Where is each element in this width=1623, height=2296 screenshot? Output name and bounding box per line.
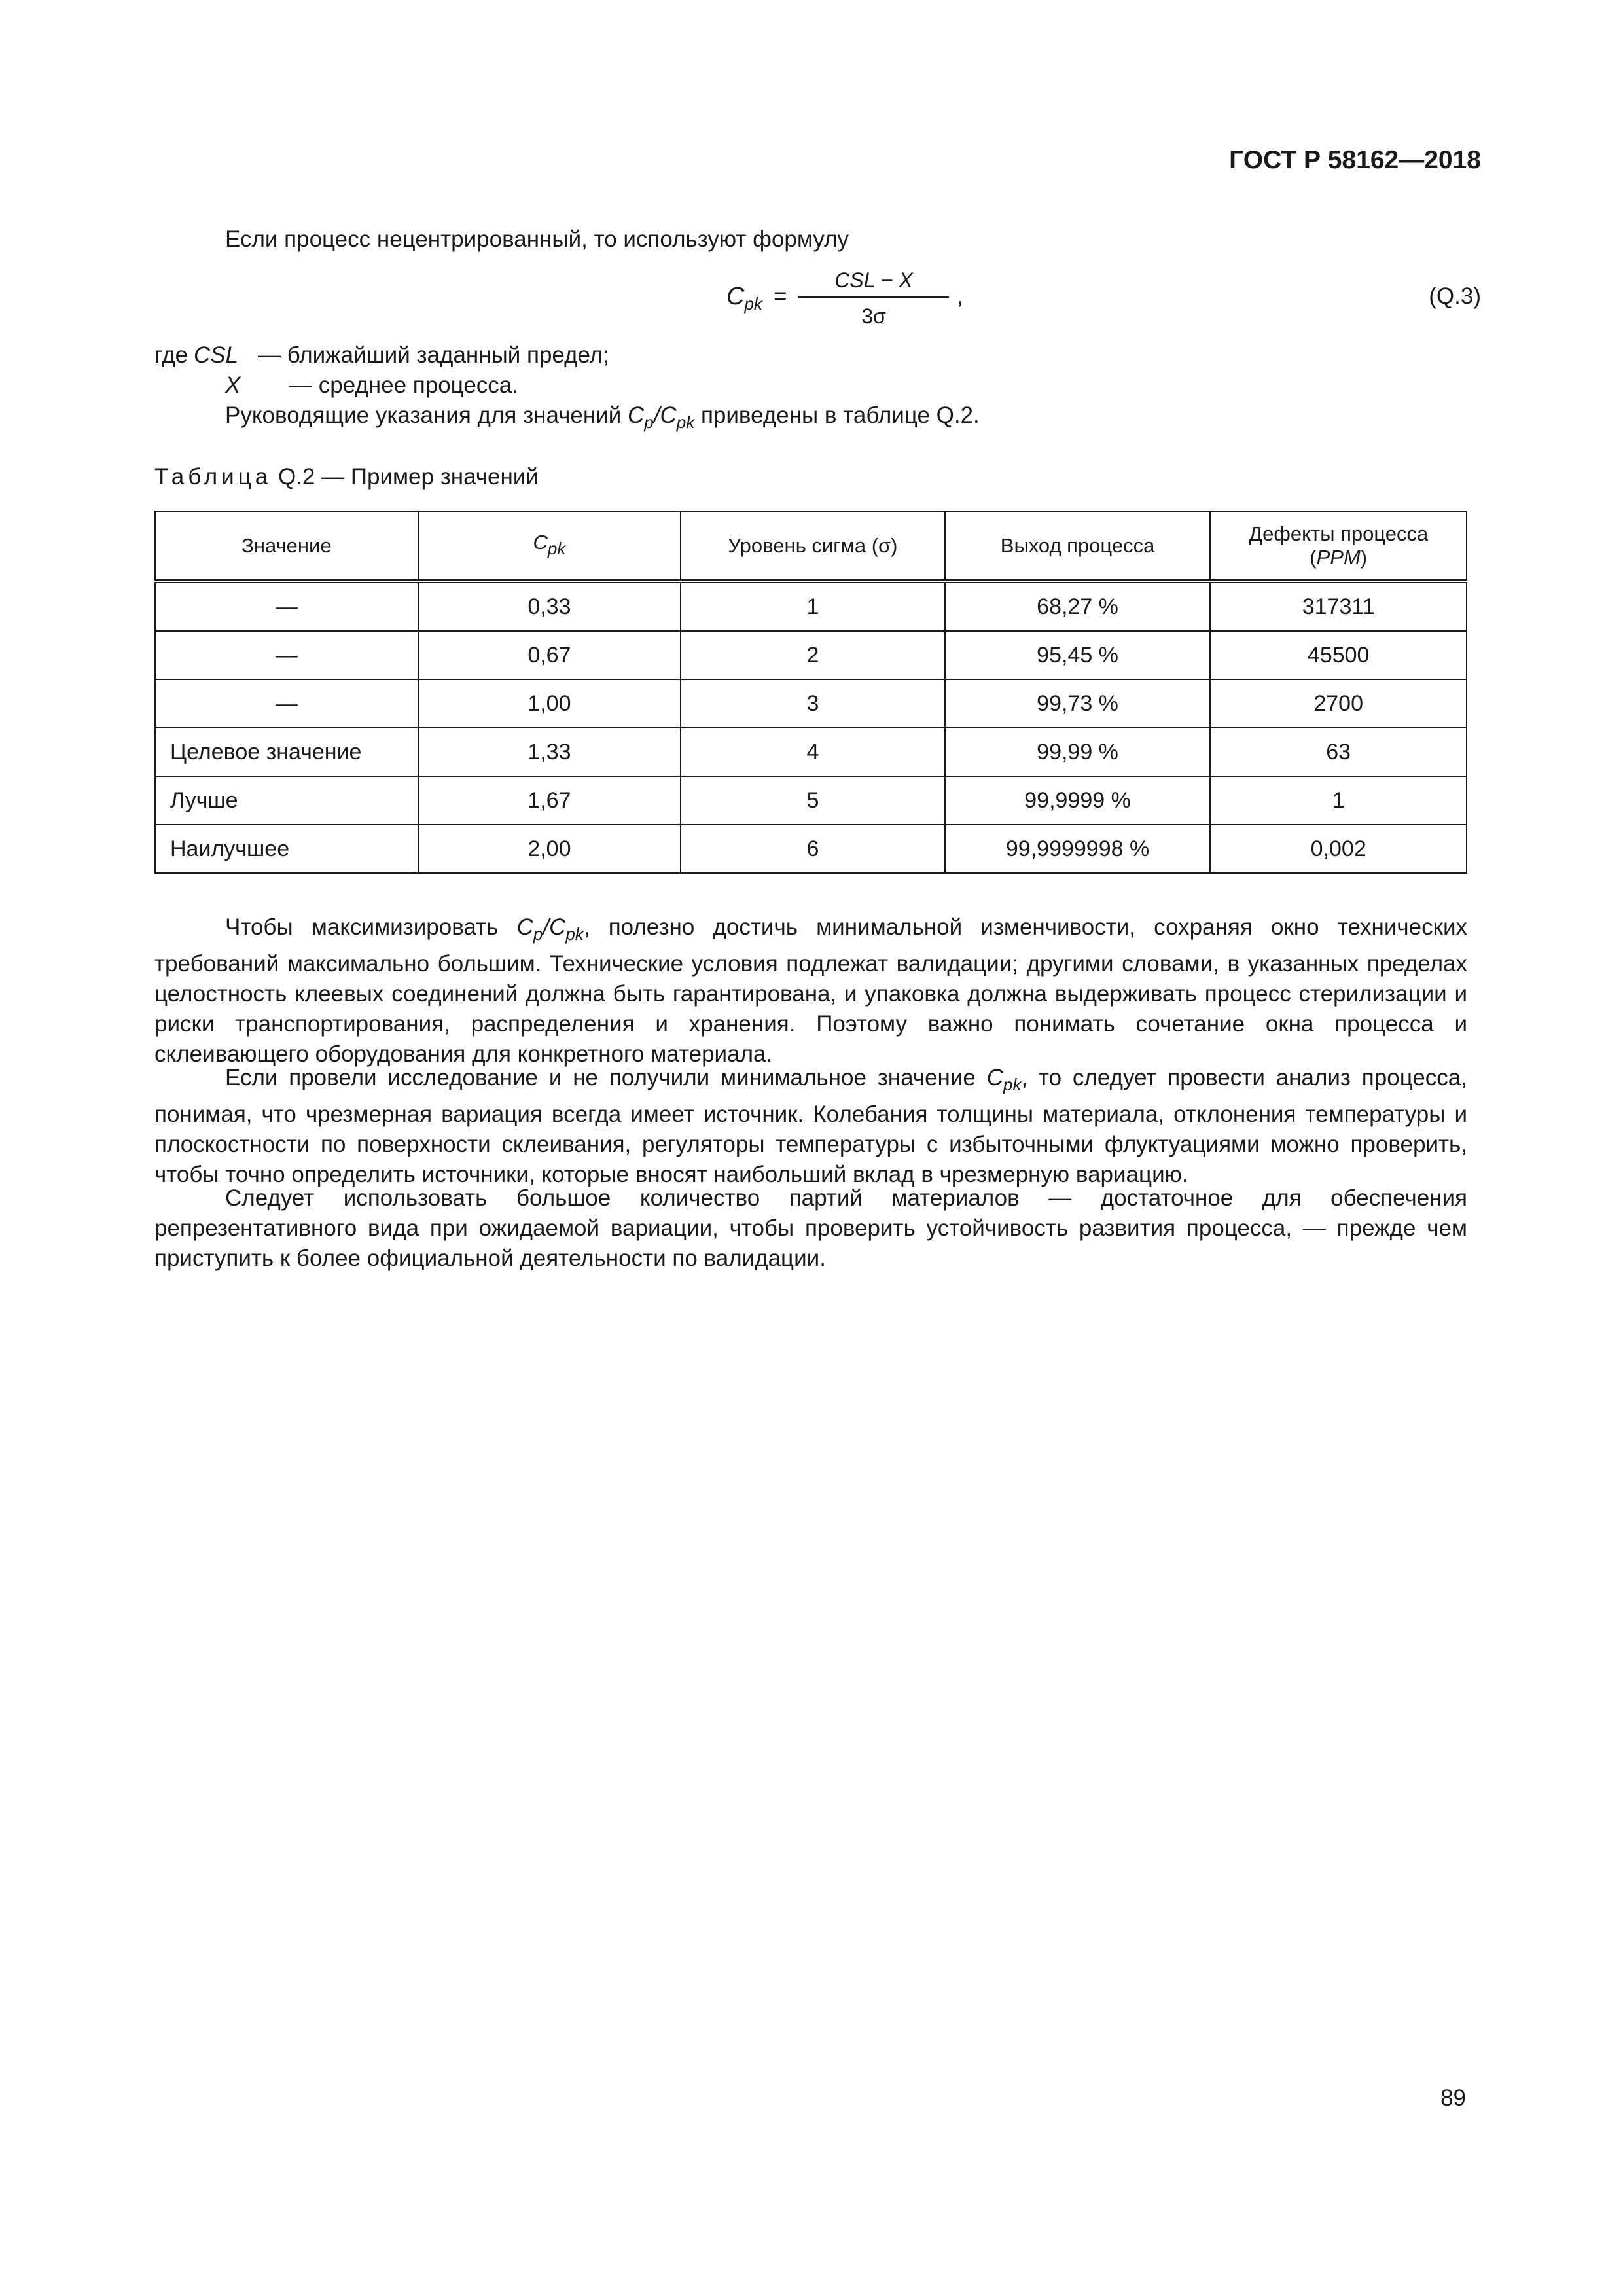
cell-value: Лучше <box>155 776 418 825</box>
formula-denominator: 3σ <box>861 304 886 328</box>
cell-sigma: 1 <box>681 581 945 631</box>
cell-sigma: 2 <box>681 631 945 679</box>
where-line-csl: где CSL — ближайший заданный предел; <box>154 342 609 368</box>
table-row <box>155 776 1467 825</box>
cell-cpk: 2,00 <box>418 825 681 873</box>
cell-value: — <box>155 631 418 679</box>
cell-defects: 2700 <box>1210 679 1467 728</box>
cell-cpk: 1,67 <box>418 776 681 825</box>
header-sigma: Уровень сигма (σ) <box>681 511 945 581</box>
table-header-row <box>155 511 1467 581</box>
cell-cpk: 0,33 <box>418 581 681 631</box>
cell-value: — <box>155 581 418 631</box>
cell-defects: 63 <box>1210 728 1467 776</box>
paragraph-maximize: Чтобы максимизировать $C_p/C_{pk}$, полезно достичь минимальной изменчивости, сохраняя окно технических требований максимально большим. Технические условия подлежат валидации; другими словами, в указанных пределах целостность клеевых соединений должна быть гарантирована, и упаковка должна выдерживать процесс стерилизации и риски транспортирования, распределения и хранения. Поэтому важно понимать сочетание окна процесса и склеивающего оборудования для конкретного материала. <box>154 914 1468 1067</box>
table-row <box>155 679 1467 728</box>
table-row <box>155 825 1467 873</box>
cell-yield: 95,45 % <box>945 631 1211 679</box>
table-row <box>155 581 1467 631</box>
cell-yield: 68,27 % <box>945 581 1211 631</box>
paragraph-investigation: Если провели исследование и не получили минимальное значение $C_{pk}$, то следует провести анализ процесса, понимая, что чрезмерная вариация всегда имеет источник. Колебания толщины материала, отклонения температуры и плоскостности по поверхности склеивания, регуляторы температуры с избыточными флуктуациями можно проверить, чтобы точно определить источники, которые вносят наибольший вклад в чрезмерную вариацию. <box>154 1065 1468 1187</box>
formula-q3 <box>726 265 963 337</box>
formula-numerator: CSL − X <box>834 268 913 292</box>
cell-yield: 99,9999998 % <box>945 825 1211 873</box>
formula-number: (Q.3) <box>1429 283 1481 309</box>
cell-cpk: 1,33 <box>418 728 681 776</box>
fraction-bar <box>798 296 949 298</box>
where-line-x: X — среднее процесса. <box>225 372 518 398</box>
formula-comma: , <box>957 283 963 309</box>
cell-defects: 45500 <box>1210 631 1467 679</box>
cell-sigma: 3 <box>681 679 945 728</box>
intro-text: Если процесс нецентрированный, то используют формулу <box>225 226 849 252</box>
formula-equals: = <box>774 283 787 309</box>
cell-value: — <box>155 679 418 728</box>
header-defects: Дефекты процесса (PPM) <box>1210 511 1467 581</box>
header-cpk: $C_{pk}$ <box>418 511 681 581</box>
cell-cpk: 1,00 <box>418 679 681 728</box>
cell-value: Целевое значение <box>155 728 418 776</box>
table-row <box>155 728 1467 776</box>
cell-yield: 99,9999 % <box>945 776 1211 825</box>
cell-value: Наилучшее <box>155 825 418 873</box>
cell-sigma: 6 <box>681 825 945 873</box>
cell-defects: 1 <box>1210 776 1467 825</box>
cell-defects: 0,002 <box>1210 825 1467 873</box>
cell-defects: 317311 <box>1210 581 1467 631</box>
guidance-text: Руководящие указания для значений $C_p/C_{pk}$ приведены в таблице Q.2. <box>225 403 980 432</box>
table-row <box>155 631 1467 679</box>
cell-sigma: 4 <box>681 728 945 776</box>
values-table <box>154 511 1467 874</box>
header-value: Значение <box>155 511 418 581</box>
paragraph-batches: Следует использовать большое количество партий материалов — достаточное для обеспечения репрезентативного вида при ожидаемой вариации, чтобы проверить устойчивость развития процесса, — прежде чем приступить к более официальной деятельности по валидации. <box>154 1185 1467 1271</box>
formula-lhs: $C_{pk}$ <box>726 283 762 314</box>
cell-cpk: 0,67 <box>418 631 681 679</box>
document-id: ГОСТ Р 58162—2018 <box>1229 146 1481 174</box>
page-number: 89 <box>1440 2085 1466 2111</box>
cell-yield: 99,73 % <box>945 679 1211 728</box>
cell-yield: 99,99 % <box>945 728 1211 776</box>
table-caption: Таблица Q.2 — Пример значений <box>154 464 539 490</box>
header-yield: Выход процесса <box>945 511 1211 581</box>
cell-sigma: 5 <box>681 776 945 825</box>
